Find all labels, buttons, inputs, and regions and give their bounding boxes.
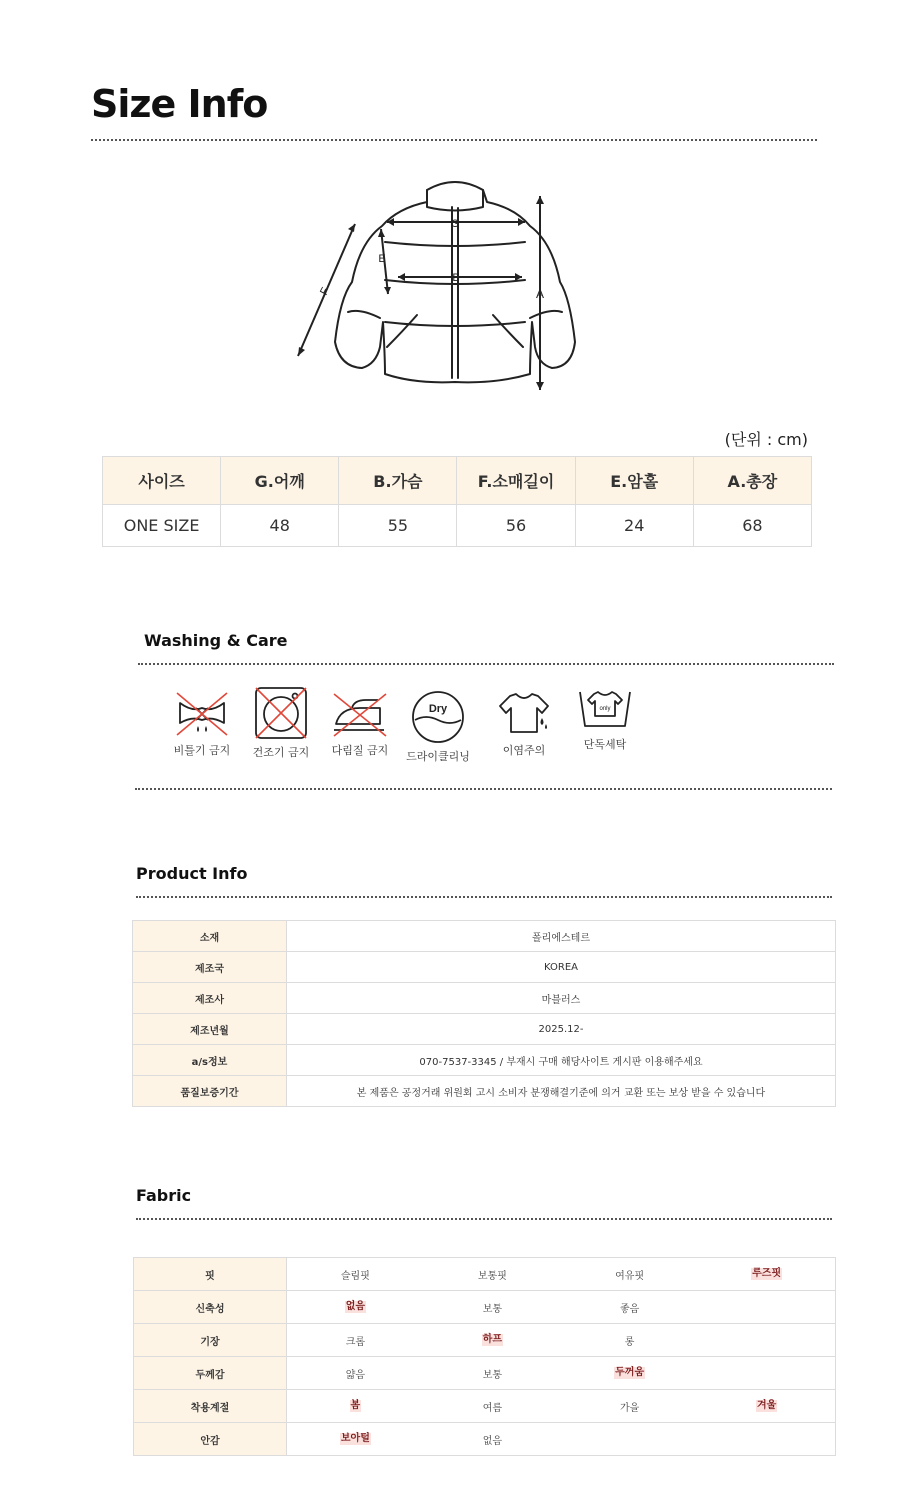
fabric-option-text: 여름 xyxy=(482,1402,503,1414)
size-table xyxy=(102,456,812,547)
care-label: 비틀기 금지 xyxy=(173,744,231,757)
table-row xyxy=(134,1390,836,1423)
table-row xyxy=(134,1324,836,1357)
size-cell: ONE SIZE xyxy=(103,505,221,547)
letter-g: G xyxy=(450,218,460,230)
product-info-table xyxy=(132,920,836,1107)
fabric-key: 핏 xyxy=(134,1258,287,1291)
washing-care-title: Washing & Care xyxy=(144,631,288,650)
product-value: 2025.12- xyxy=(287,1014,836,1045)
fabric-option-text: 없음 xyxy=(482,1435,503,1447)
care-item-no-iron xyxy=(315,690,405,758)
fabric-option xyxy=(424,1423,561,1456)
fabric-option-text: 하프 xyxy=(482,1334,503,1345)
jacket-size-diagram xyxy=(290,172,590,404)
size-header-cell: A.총장 xyxy=(693,457,811,505)
fabric-title: Fabric xyxy=(136,1186,192,1205)
size-header-cell: F.소매길이 xyxy=(457,457,575,505)
fabric-option-text: 보통 xyxy=(482,1303,503,1315)
wash-only-label: only xyxy=(599,706,611,712)
fabric-option-text: 가을 xyxy=(619,1402,640,1414)
size-cell: 56 xyxy=(457,505,575,547)
no-wring-icon xyxy=(174,690,230,738)
letter-a: A xyxy=(535,287,545,301)
fabric-option xyxy=(698,1423,835,1456)
fabric-option xyxy=(287,1423,424,1456)
size-header-cell: B.가슴 xyxy=(339,457,457,505)
fabric-table xyxy=(133,1257,836,1456)
fabric-option xyxy=(287,1291,424,1324)
fabric-option-text: 보통 xyxy=(482,1369,503,1381)
fabric-option-text: 좋음 xyxy=(619,1303,640,1315)
fabric-option xyxy=(698,1258,835,1291)
product-value: 본 제품은 공정거래 위원회 고시 소비자 분쟁해결기준에 의거 교환 또는 보상 받을 수 있습니다 xyxy=(287,1076,836,1107)
fabric-option xyxy=(561,1291,698,1324)
dry-clean-label: Dry xyxy=(428,703,448,715)
fabric-option xyxy=(561,1258,698,1291)
fabric-option-text: 크롭 xyxy=(345,1336,366,1348)
fabric-option xyxy=(287,1390,424,1423)
fabric-option xyxy=(698,1324,835,1357)
dry-clean-icon xyxy=(410,690,466,744)
fabric-option-text: 없음 xyxy=(345,1301,366,1312)
care-item-no-wring xyxy=(157,690,247,758)
fabric-option xyxy=(561,1423,698,1456)
wash-separately-icon xyxy=(577,686,633,732)
letter-e: E xyxy=(378,253,386,265)
table-row xyxy=(133,952,836,983)
care-label: 단독세탁 xyxy=(583,738,627,751)
fabric-option xyxy=(424,1390,561,1423)
fabric-option-text: 롱 xyxy=(624,1336,635,1348)
fabric-option xyxy=(561,1324,698,1357)
no-tumble-dry-icon xyxy=(253,686,309,740)
fabric-option xyxy=(561,1390,698,1423)
fabric-option xyxy=(698,1291,835,1324)
table-row xyxy=(134,1423,836,1456)
table-row xyxy=(133,1076,836,1107)
care-item-dry-clean xyxy=(393,690,483,764)
fabric-option-text: 슬림핏 xyxy=(340,1270,370,1282)
fabric-option-text: 두꺼움 xyxy=(615,1367,645,1378)
care-label: 다림질 금지 xyxy=(331,744,389,757)
fabric-option xyxy=(424,1258,561,1291)
fabric-key: 두께감 xyxy=(134,1357,287,1390)
care-label: 이염주의 xyxy=(502,744,546,757)
care-label: 드라이클리닝 xyxy=(406,750,470,763)
product-value: 폴리에스테르 xyxy=(287,921,836,952)
product-key: 품질보증기간 xyxy=(133,1076,287,1107)
fabric-option-text: 보아털 xyxy=(340,1433,370,1444)
table-row xyxy=(133,921,836,952)
size-header-cell: G.어깨 xyxy=(221,457,339,505)
size-table-row xyxy=(103,505,812,547)
product-key: 제조사 xyxy=(133,983,287,1014)
product-value: 070-7537-3345 / 부재시 구매 해당사이트 게시판 이용해주세요 xyxy=(287,1045,836,1076)
product-key: a/s정보 xyxy=(133,1045,287,1076)
fabric-option xyxy=(287,1258,424,1291)
fabric-option xyxy=(287,1324,424,1357)
letter-b: B xyxy=(452,272,460,284)
care-item-color-bleed xyxy=(479,690,569,758)
table-row xyxy=(133,1014,836,1045)
product-value: 마블러스 xyxy=(287,983,836,1014)
fabric-key: 기장 xyxy=(134,1324,287,1357)
size-cell: 68 xyxy=(693,505,811,547)
fabric-option xyxy=(287,1357,424,1390)
fabric-option xyxy=(424,1291,561,1324)
fabric-option xyxy=(424,1357,561,1390)
unit-label: (단위 : cm) xyxy=(724,430,808,449)
table-row xyxy=(134,1357,836,1390)
no-iron-icon xyxy=(330,690,390,738)
fabric-option-text: 겨울 xyxy=(756,1400,777,1411)
fabric-option-text: 얇음 xyxy=(345,1369,366,1381)
fabric-divider xyxy=(136,1218,832,1220)
color-bleed-icon xyxy=(496,690,552,738)
fabric-option-text: 여유핏 xyxy=(615,1270,645,1282)
title-divider xyxy=(91,139,817,141)
care-item-wash-separately xyxy=(560,686,650,752)
product-key: 소재 xyxy=(133,921,287,952)
fabric-option xyxy=(698,1390,835,1423)
care-label: 건조기 금지 xyxy=(252,746,310,759)
size-header-cell: E.암홀 xyxy=(575,457,693,505)
care-item-no-tumble-dry xyxy=(236,686,326,760)
fabric-option-text: 보통핏 xyxy=(477,1270,507,1282)
letter-f: F xyxy=(318,285,332,298)
fabric-option-text: 봄 xyxy=(350,1400,361,1411)
product-key: 제조국 xyxy=(133,952,287,983)
fabric-key: 착용계절 xyxy=(134,1390,287,1423)
product-value: KOREA xyxy=(287,952,836,983)
washing-divider-top xyxy=(138,663,834,665)
size-cell: 24 xyxy=(575,505,693,547)
table-row xyxy=(134,1291,836,1324)
table-row xyxy=(134,1258,836,1291)
size-table-header xyxy=(103,457,812,505)
table-row xyxy=(133,1045,836,1076)
fabric-option xyxy=(698,1357,835,1390)
size-info-title: Size Info xyxy=(91,82,268,126)
fabric-option-text: 루즈핏 xyxy=(752,1268,782,1279)
size-cell: 55 xyxy=(339,505,457,547)
washing-divider-bottom xyxy=(135,788,832,790)
fabric-key: 안감 xyxy=(134,1423,287,1456)
fabric-key: 신축성 xyxy=(134,1291,287,1324)
fabric-option xyxy=(561,1357,698,1390)
table-row xyxy=(133,983,836,1014)
product-info-title: Product Info xyxy=(136,864,248,883)
product-key: 제조년월 xyxy=(133,1014,287,1045)
fabric-option xyxy=(424,1324,561,1357)
size-header-cell: 사이즈 xyxy=(103,457,221,505)
size-cell: 48 xyxy=(221,505,339,547)
product-divider xyxy=(136,896,832,898)
